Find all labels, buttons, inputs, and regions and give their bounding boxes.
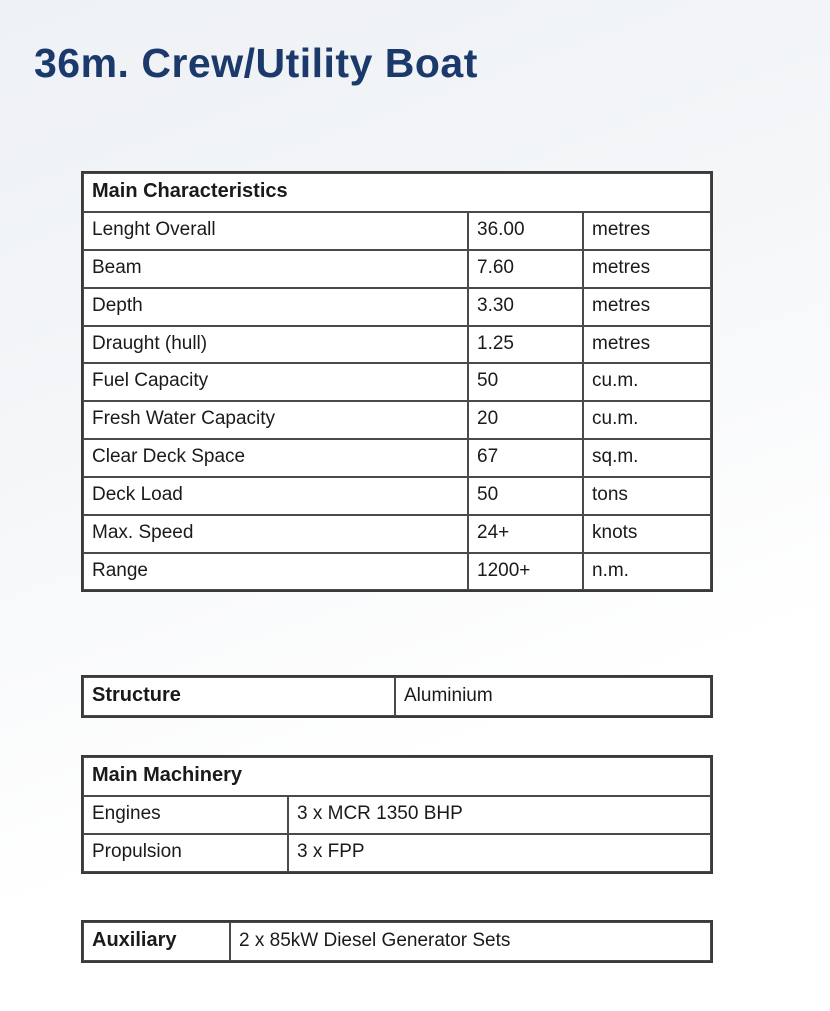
row-label: Lenght Overall: [83, 212, 468, 250]
row-value: 20: [468, 401, 583, 439]
row-value: 50: [468, 477, 583, 515]
row-label: Range: [83, 553, 468, 591]
table-header-row: [83, 173, 711, 212]
row-label: Clear Deck Space: [83, 439, 468, 477]
row-value: 1200+: [468, 553, 583, 591]
structure-table: [81, 675, 713, 718]
main-characteristics-heading: Main Characteristics: [83, 173, 711, 212]
table-row: [83, 477, 711, 515]
row-label: Beam: [83, 250, 468, 288]
row-unit: cu.m.: [583, 363, 711, 401]
table-row: [83, 553, 711, 591]
row-value: 3 x MCR 1350 BHP: [288, 796, 711, 834]
row-label: Deck Load: [83, 477, 468, 515]
row-label: Engines: [83, 796, 288, 834]
main-machinery-table: [81, 755, 713, 874]
row-value: 67: [468, 439, 583, 477]
table-row: [83, 212, 711, 250]
row-value: 36.00: [468, 212, 583, 250]
row-label: Propulsion: [83, 834, 288, 872]
row-value: 3.30: [468, 288, 583, 326]
row-label: Max. Speed: [83, 515, 468, 553]
row-label: Fresh Water Capacity: [83, 401, 468, 439]
table-row: [83, 363, 711, 401]
row-value: 1.25: [468, 326, 583, 364]
row-label: Draught (hull): [83, 326, 468, 364]
auxiliary-table: [81, 920, 713, 963]
row-value: 24+: [468, 515, 583, 553]
structure-heading: Structure: [83, 677, 395, 716]
table-row: [83, 677, 711, 716]
row-unit: tons: [583, 477, 711, 515]
row-label: Depth: [83, 288, 468, 326]
table-row: [83, 401, 711, 439]
row-unit: sq.m.: [583, 439, 711, 477]
row-value: 3 x FPP: [288, 834, 711, 872]
row-unit: metres: [583, 288, 711, 326]
table-row: [83, 834, 711, 872]
row-label: Fuel Capacity: [83, 363, 468, 401]
auxiliary-value: 2 x 85kW Diesel Generator Sets: [230, 922, 711, 961]
row-unit: metres: [583, 250, 711, 288]
table-row: [83, 250, 711, 288]
table-row: [83, 515, 711, 553]
table-row: [83, 288, 711, 326]
table-row: [83, 326, 711, 364]
row-unit: n.m.: [583, 553, 711, 591]
row-value: 50: [468, 363, 583, 401]
row-unit: knots: [583, 515, 711, 553]
table-row: [83, 796, 711, 834]
row-value: 7.60: [468, 250, 583, 288]
page-title: 36m. Crew/Utility Boat: [34, 40, 478, 86]
main-machinery-heading: Main Machinery: [83, 757, 711, 796]
row-unit: metres: [583, 326, 711, 364]
row-unit: metres: [583, 212, 711, 250]
table-header-row: [83, 757, 711, 796]
table-row: [83, 922, 711, 961]
structure-value: Aluminium: [395, 677, 711, 716]
table-row: [83, 439, 711, 477]
main-characteristics-table: [81, 171, 713, 592]
auxiliary-heading: Auxiliary: [83, 922, 230, 961]
row-unit: cu.m.: [583, 401, 711, 439]
